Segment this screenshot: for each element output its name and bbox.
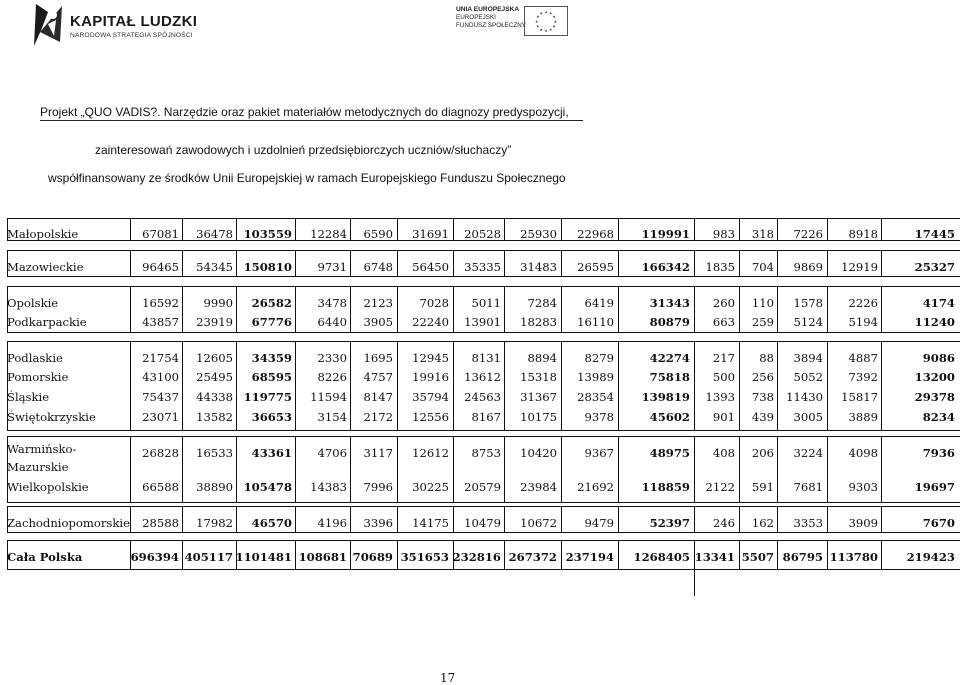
table-cell: 4706 [317, 446, 347, 460]
table-border-top [7, 341, 960, 342]
table-cell: 17982 [196, 516, 233, 530]
svg-text:★: ★ [539, 27, 544, 32]
table-cell: 10175 [520, 410, 557, 424]
table-cell: 3909 [848, 516, 878, 530]
table-edge-mark [694, 569, 695, 596]
table-cell: 14175 [412, 516, 449, 530]
table-border-top [7, 250, 960, 251]
table-cell: 166342 [641, 260, 690, 274]
header-line-3: współfinansowany ze środków Unii Europejskiej w ramach Europejskiego Funduszu Społecznego [48, 171, 566, 185]
table-border-top [7, 436, 960, 437]
svg-text:★: ★ [552, 24, 556, 29]
table-cell: 66588 [142, 480, 179, 494]
region-name: Warmińsko- Mazurskie [7, 442, 77, 474]
eu-logo-line-2: EUROPEJSKI [456, 14, 496, 21]
table-cell: 35335 [464, 260, 501, 274]
table-cell: 9731 [317, 260, 347, 274]
table-cell: 36653 [251, 410, 292, 424]
table-cell: 5507 [741, 550, 774, 564]
table-cell: 70689 [352, 550, 393, 564]
table-cell: 3154 [317, 410, 347, 424]
table-cell: 38890 [196, 480, 233, 494]
svg-text:★: ★ [548, 11, 553, 16]
table-cell: 8918 [848, 227, 878, 241]
table-cell: 237194 [565, 550, 614, 564]
table-cell: 408 [712, 446, 735, 460]
table-cell: 5011 [471, 296, 501, 310]
table-cell: 1835 [705, 260, 735, 274]
table-cell: 31343 [649, 296, 690, 310]
table-cell: 9367 [584, 446, 614, 460]
table-cell: 3117 [363, 446, 393, 460]
table-cell: 663 [712, 315, 735, 329]
table-cell: 36478 [196, 227, 233, 241]
table-cell: 6748 [363, 260, 393, 274]
svg-text:★: ★ [536, 15, 540, 20]
table-cell: 35794 [412, 390, 449, 404]
table-cell: 43857 [142, 315, 179, 329]
table-cell: 267372 [508, 550, 557, 564]
table-cell: 150810 [243, 260, 292, 274]
table-cell: 12605 [196, 351, 233, 365]
table-cell: 25930 [520, 227, 557, 241]
table-cell: 8279 [584, 351, 614, 365]
table-cell: 16592 [142, 296, 179, 310]
table-cell: 9086 [922, 351, 955, 365]
table-cell: 1695 [363, 351, 393, 365]
table-cell: 88 [759, 351, 774, 365]
table-border-bottom [7, 532, 960, 533]
table-cell: 260 [712, 296, 735, 310]
table-cell: 22240 [412, 315, 449, 329]
table-cell: 26595 [577, 260, 614, 274]
table-cell: 26828 [142, 446, 179, 460]
table-cell: 52397 [649, 516, 690, 530]
table-cell: 42274 [649, 351, 690, 365]
table-cell: 1393 [705, 390, 735, 404]
table-cell: 232816 [452, 550, 501, 564]
region-name: Śląskie [7, 390, 50, 404]
table-cell: 704 [751, 260, 774, 274]
table-border-bottom [7, 430, 960, 431]
table-cell: 9303 [848, 480, 878, 494]
table-cell: 15318 [520, 370, 557, 384]
table-cell: 3224 [793, 446, 823, 460]
eu-logo-line-1: UNIA EUROPEJSKA [456, 6, 520, 13]
table-cell: 3894 [793, 351, 823, 365]
table-cell: 219423 [906, 550, 955, 564]
table-cell: 246 [712, 516, 735, 530]
kapital-ludzki-title: KAPITAŁ LUDZKI [70, 13, 198, 30]
table-cell: 24563 [464, 390, 501, 404]
region-name: Wielkopolskie [7, 480, 89, 494]
eu-logo-line-3: FUNDUSZ SPOŁECZNY [456, 22, 526, 29]
table-cell: 3396 [363, 516, 393, 530]
table-cell: 7028 [419, 296, 449, 310]
table-cell: 68595 [251, 370, 292, 384]
svg-text:★: ★ [552, 15, 556, 20]
table-cell: 6590 [363, 227, 393, 241]
table-cell: 25495 [196, 370, 233, 384]
table-cell: 139819 [641, 390, 690, 404]
table-cell: 3905 [363, 315, 393, 329]
table-cell: 105478 [243, 480, 292, 494]
table-cell: 80879 [649, 315, 690, 329]
table-cell: 23984 [520, 480, 557, 494]
table-cell: 12945 [412, 351, 449, 365]
table-cell: 256 [751, 370, 774, 384]
table-cell: 8131 [471, 351, 501, 365]
table-cell: 1578 [793, 296, 823, 310]
table-cell: 738 [751, 390, 774, 404]
table-cell: 162 [751, 516, 774, 530]
table-cell: 48975 [649, 446, 690, 460]
svg-text:★: ★ [548, 27, 553, 32]
table-border-bottom [7, 332, 960, 333]
region-name: Podkarpackie [7, 315, 87, 329]
table-border-bottom [7, 569, 960, 570]
table-border-bottom [7, 276, 960, 277]
table-cell: 13341 [694, 550, 735, 564]
table-border-top [7, 506, 960, 507]
table-cell: 25327 [914, 260, 955, 274]
svg-text:★: ★ [553, 19, 558, 24]
table-cell: 10420 [520, 446, 557, 460]
table-cell: 14383 [310, 480, 347, 494]
table-cell: 23071 [142, 410, 179, 424]
page-number: 17 [440, 671, 456, 685]
table-cell: 21692 [577, 480, 614, 494]
table-cell: 12612 [412, 446, 449, 460]
table-cell: 4887 [848, 351, 878, 365]
table-cell: 1268405 [633, 550, 690, 564]
table-cell: 21754 [142, 351, 179, 365]
table-cell: 7996 [363, 480, 393, 494]
svg-text:★: ★ [534, 19, 539, 24]
table-cell: 9479 [584, 516, 614, 530]
table-cell: 351653 [400, 550, 449, 564]
table-cell: 3478 [317, 296, 347, 310]
table-cell: 103559 [243, 227, 292, 241]
table-cell: 7226 [793, 227, 823, 241]
table-cell: 28354 [577, 390, 614, 404]
table-cell: 44338 [196, 390, 233, 404]
table-cell: 13582 [196, 410, 233, 424]
region-name: Świętokrzyskie [7, 410, 96, 424]
table-cell: 13989 [577, 370, 614, 384]
table-cell: 7392 [848, 370, 878, 384]
table-cell: 119991 [641, 227, 690, 241]
table-cell: 75818 [649, 370, 690, 384]
table-cell: 8753 [471, 446, 501, 460]
table-cell: 10672 [520, 516, 557, 530]
region-name: Podlaskie [7, 351, 63, 365]
table-cell: 67081 [142, 227, 179, 241]
table-cell: 9990 [203, 296, 233, 310]
table-cell: 16533 [196, 446, 233, 460]
table-cell: 75437 [142, 390, 179, 404]
table-cell: 1101481 [235, 550, 292, 564]
table-cell: 2123 [363, 296, 393, 310]
table-cell: 43100 [142, 370, 179, 384]
table-cell: 11430 [786, 390, 823, 404]
table-cell: 20528 [464, 227, 501, 241]
table-cell: 12556 [412, 410, 449, 424]
table-cell: 17445 [914, 227, 955, 241]
table-cell: 31483 [520, 260, 557, 274]
table-cell: 500 [712, 370, 735, 384]
table-cell: 108681 [298, 550, 347, 564]
table-cell: 34359 [251, 351, 292, 365]
table-cell: 10479 [464, 516, 501, 530]
kapital-ludzki-subtitle: NARODOWA STRATEGIA SPÓJNOŚCI [70, 32, 193, 39]
table-cell: 4098 [848, 446, 878, 460]
table-cell: 31691 [412, 227, 449, 241]
table-cell: 110 [751, 296, 774, 310]
table-border-bottom [7, 502, 960, 503]
table-cell: 4174 [922, 296, 955, 310]
table-cell: 3889 [848, 410, 878, 424]
table-cell: 2226 [848, 296, 878, 310]
table-cell: 118859 [641, 480, 690, 494]
table-cell: 26582 [251, 296, 292, 310]
table-cell: 3005 [793, 410, 823, 424]
table-cell: 217 [712, 351, 735, 365]
table-cell: 901 [712, 410, 735, 424]
table-cell: 6419 [584, 296, 614, 310]
table-cell: 5194 [848, 315, 878, 329]
table-cell: 2122 [705, 480, 735, 494]
region-name: Małopolskie [7, 227, 79, 241]
table-cell: 6440 [317, 315, 347, 329]
svg-text:★: ★ [539, 11, 544, 16]
svg-text:★: ★ [536, 24, 540, 29]
table-cell: 18283 [520, 315, 557, 329]
table-cell: 2330 [317, 351, 347, 365]
table-cell: 113780 [829, 550, 878, 564]
table-cell: 56450 [412, 260, 449, 274]
table-cell: 439 [751, 410, 774, 424]
table-cell: 11240 [914, 315, 955, 329]
table-cell: 22968 [577, 227, 614, 241]
table-cell: 13200 [914, 370, 955, 384]
table-cell: 23919 [196, 315, 233, 329]
table-cell: 13612 [464, 370, 501, 384]
header-line-1: Projekt „QUO VADIS?. Narzędzie oraz pakiet materiałów metodycznych do diagnozy predyspozycji, [40, 105, 569, 119]
table-cell: 5124 [793, 315, 823, 329]
table-cell: 12284 [310, 227, 347, 241]
table-cell: 46570 [251, 516, 292, 530]
table-cell: 54345 [196, 260, 233, 274]
table-cell: 12919 [841, 260, 878, 274]
table-cell: 591 [751, 480, 774, 494]
table-cell: 2172 [363, 410, 393, 424]
table-border-top [7, 540, 960, 541]
region-name: Mazowieckie [7, 260, 84, 274]
table-cell: 206 [751, 446, 774, 460]
table-border-top [7, 218, 960, 219]
table-cell: 318 [751, 227, 774, 241]
table-cell: 19916 [412, 370, 449, 384]
table-cell: 696394 [130, 550, 179, 564]
table-cell: 405117 [184, 550, 233, 564]
table-cell: 7936 [922, 446, 955, 460]
region-name: Opolskie [7, 296, 59, 310]
table-cell: 31367 [520, 390, 557, 404]
table-cell: 4757 [363, 370, 393, 384]
table-cell: 4196 [317, 516, 347, 530]
table-cell: 8894 [527, 351, 557, 365]
table-border-top [7, 286, 960, 287]
table-cell: 86795 [782, 550, 823, 564]
table-cell: 30225 [412, 480, 449, 494]
region-name: Pomorskie [7, 370, 69, 384]
table-cell: 96465 [142, 260, 179, 274]
table-cell: 8167 [471, 410, 501, 424]
header-line-2: zainteresowań zawodowych i uzdolnień przedsiębiorczych uczniów/słuchaczy” [95, 143, 512, 157]
table-cell: 3353 [793, 516, 823, 530]
svg-text:★: ★ [544, 10, 548, 15]
table-cell: 15817 [841, 390, 878, 404]
region-name: Zachodniopomorskie [7, 516, 130, 530]
table-cell: 7284 [527, 296, 557, 310]
region-name: Cała Polska [7, 550, 83, 564]
table-cell: 7670 [922, 516, 955, 530]
table-cell: 8226 [317, 370, 347, 384]
table-cell: 29378 [914, 390, 955, 404]
table-cell: 19697 [914, 480, 955, 494]
table-cell: 119775 [243, 390, 292, 404]
table-cell: 20579 [464, 480, 501, 494]
table-cell: 9378 [584, 410, 614, 424]
table-cell: 45602 [649, 410, 690, 424]
table-cell: 9869 [793, 260, 823, 274]
table-cell: 983 [712, 227, 735, 241]
table-cell: 8147 [363, 390, 393, 404]
table-cell: 8234 [922, 410, 955, 424]
table-cell: 28588 [142, 516, 179, 530]
table-cell: 43361 [251, 446, 292, 460]
table-cell: 13901 [464, 315, 501, 329]
table-cell: 5052 [793, 370, 823, 384]
table-cell: 16110 [577, 315, 614, 329]
table-cell: 67776 [251, 315, 292, 329]
table-cell: 7681 [793, 480, 823, 494]
table-cell: 259 [751, 315, 774, 329]
table-cell: 11594 [310, 390, 347, 404]
svg-text:★: ★ [544, 29, 548, 34]
